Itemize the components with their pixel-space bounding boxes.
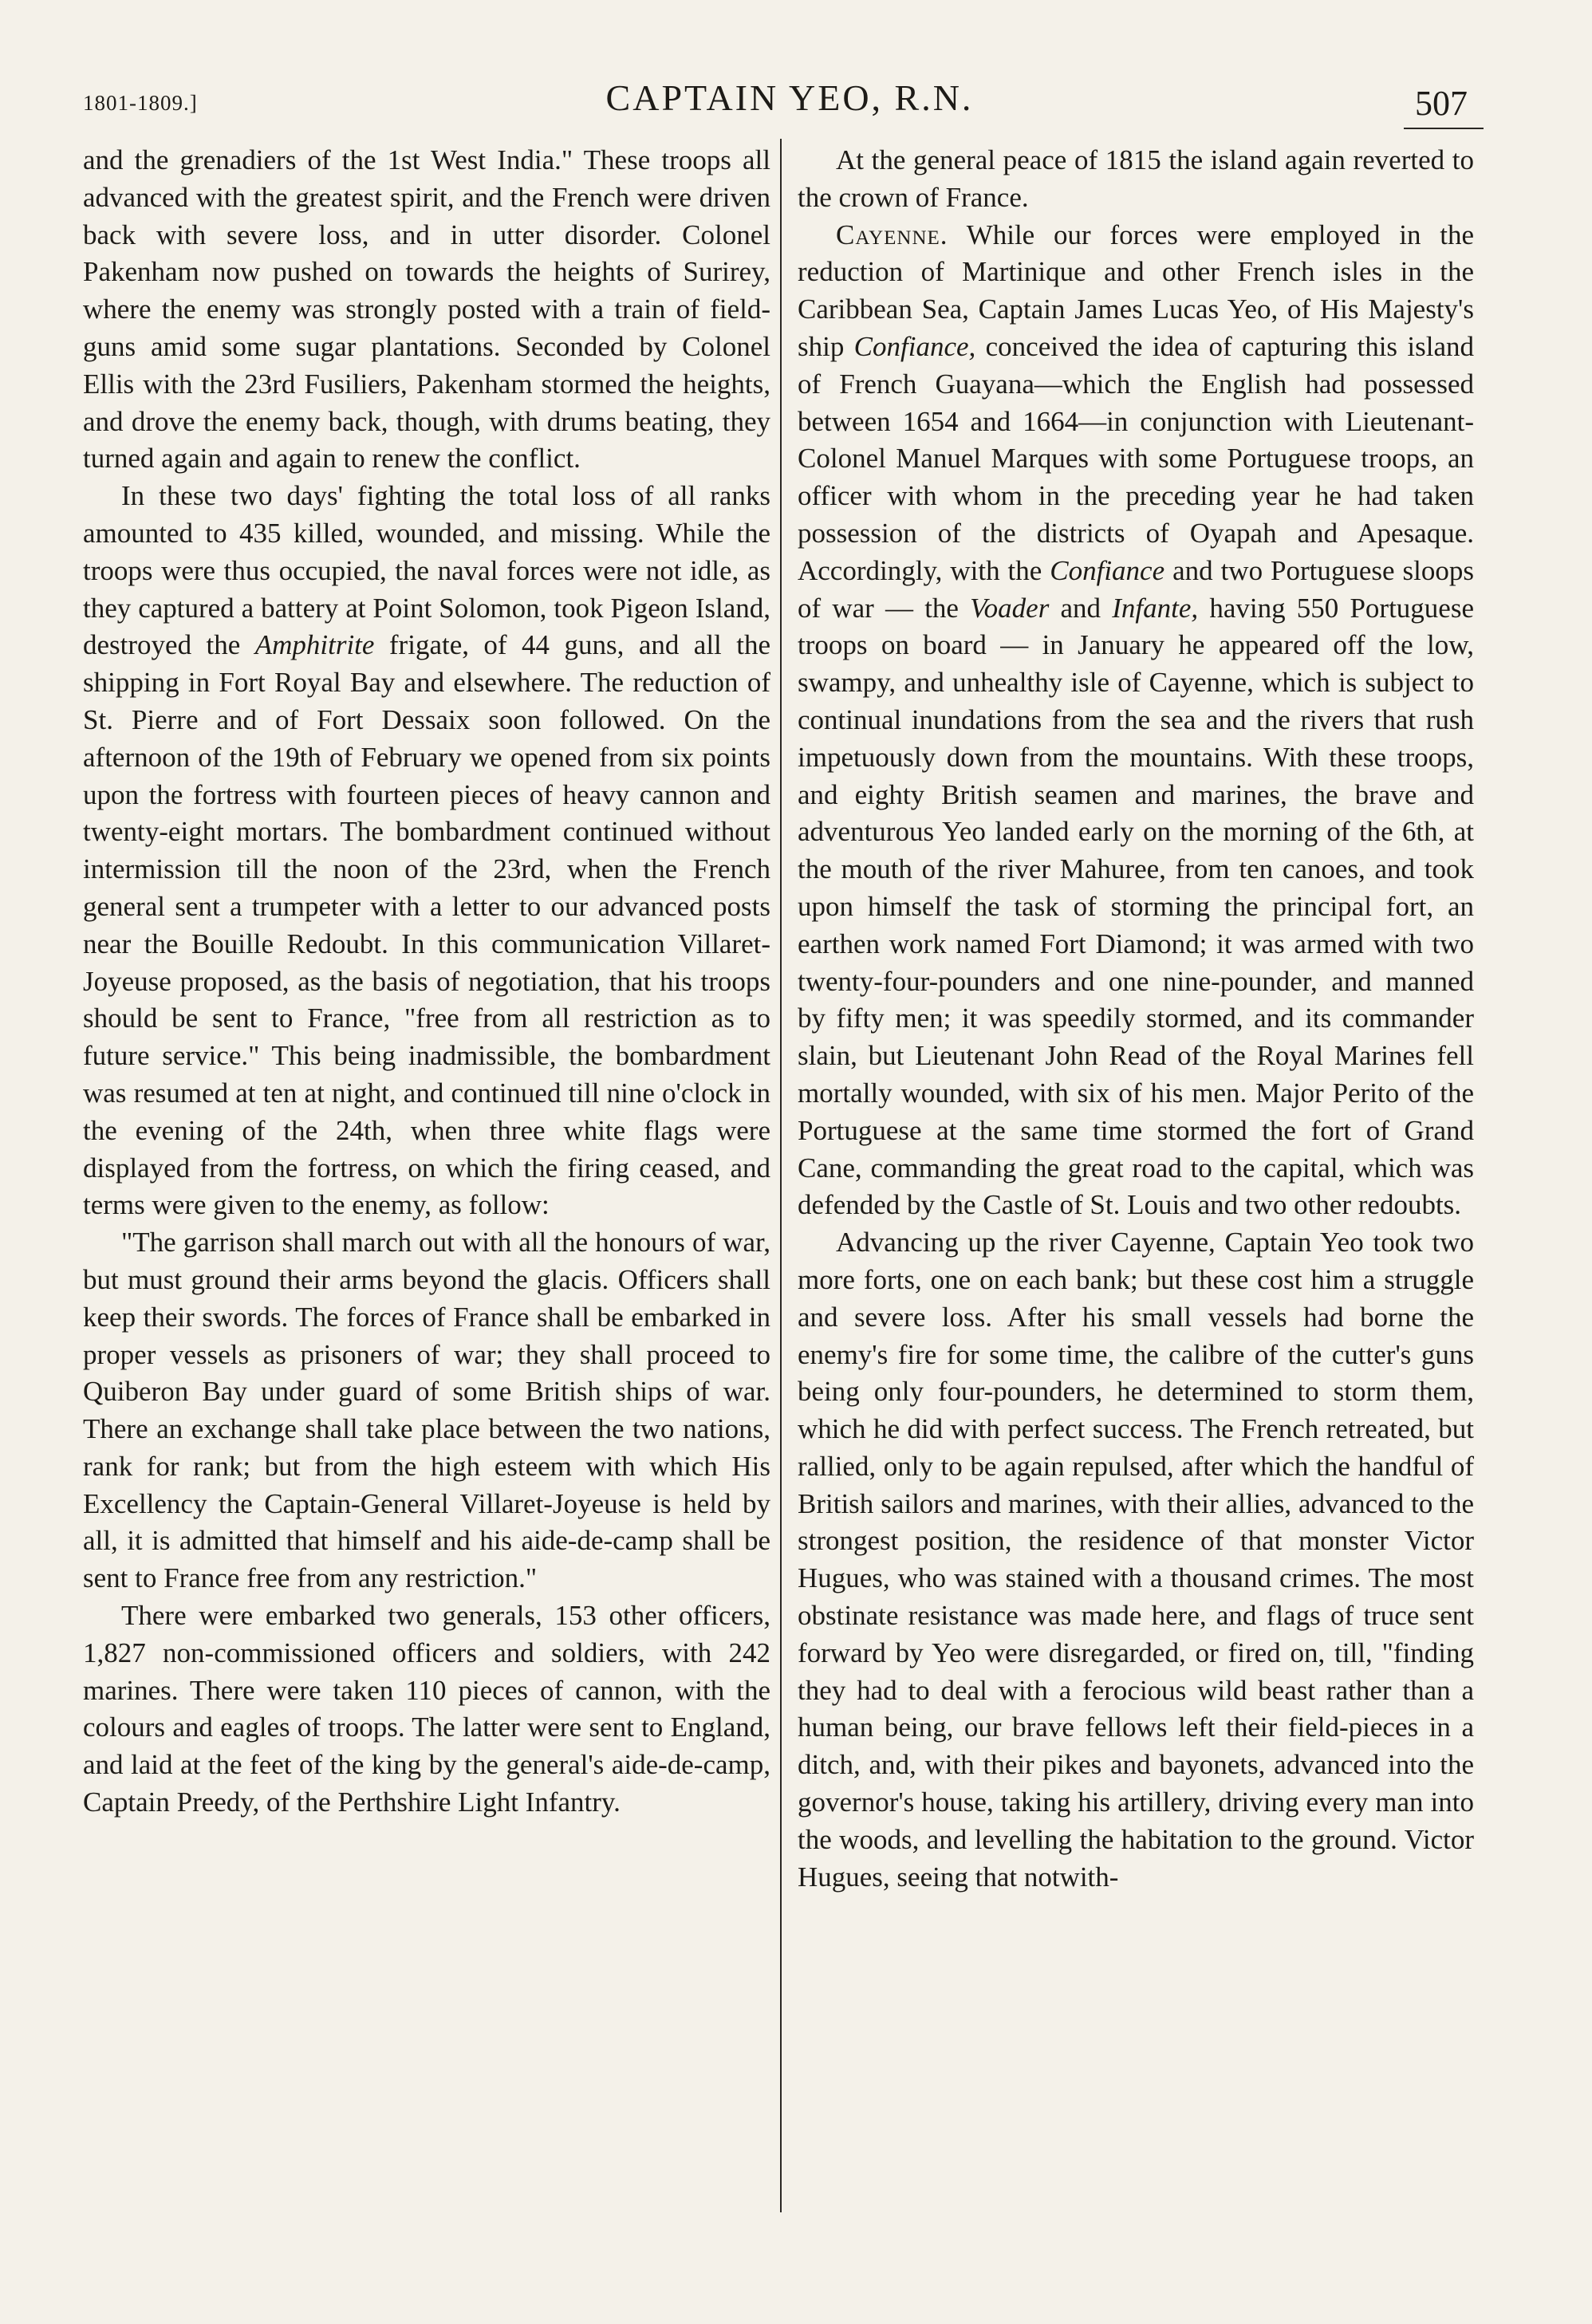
text-run: and — [1049, 592, 1113, 624]
text-run: and two Portuguese sloops of war — the — [798, 554, 1474, 624]
text-run: conceived the idea of capturing this island of French Guayana—which the English had possessed between 1654 and 1664—in conjunction with Lieutenant-Colonel Manuel Marques with some Portuguese troops, an officer with whom in the preceding year he had taken possession of the districts of Oyapah and Apesaque. Accordingly, with the — [798, 330, 1474, 586]
ship-name: Infante, — [1112, 592, 1199, 624]
right-column — [798, 142, 1474, 1896]
quoted-terms: "The garrison shall march out with all the honours of war, but must ground their arms beyond the glacis. Officers shall keep their swords. The forces of France shall be embarked in proper vessels as prisoners of war; they shall proceed to Quiberon Bay under guard of some British ships of war. There an exchange shall take place between the two nations, rank for rank; but from the high esteem with which His Excellency the Captain-General Villaret-Joyeuse is held by all, it is admitted that himself and his aide-de-camp shall be sent to France free from any restriction." — [83, 1227, 770, 1594]
text-run: While our forces were employed in the reduction of Martinique and other French isles in the Caribbean Sea, Captain James Lucas Yeo, of His Majesty's ship — [798, 219, 1474, 362]
left-column — [83, 142, 770, 1822]
text-run: In these two days' fighting the total loss of all ranks amounted to 435 killed, wounded, and missing. While the troops were thus occupied, the naval forces were not idle, as they captured a battery at Point Solomon, took Pigeon Island, destroyed the — [83, 480, 770, 661]
ship-name: Voader — [970, 592, 1050, 624]
running-head — [80, 77, 1499, 124]
ship-name: Confiance, — [853, 330, 976, 362]
ship-name: Amphitrite — [254, 629, 375, 661]
text-run: frigate, of 44 guns, and all the shipping in Fort Royal Bay and elsewhere. The reduction of St. Pierre and of Fort Dessaix soon followed. On the afternoon of the 19th of February we opened from six points upon the fortress with fourteen pieces of heavy cannon and twenty-eight mortars. The bombardment continued without intermission till the noon of the 23rd, when the French general sent a trumpeter with a letter to our advanced posts near the Bouille Redoubt. In this communication Villaret-Joyeuse proposed, as the basis of negotiation, that his troops should be sent to France, "free from all restriction as to future service." This being inadmissible, the bombardment was resumed at ten at night, and continued till nine o'clock in the evening of the 24th, when three white flags were displayed from the fortress, on which the firing ceased, and terms were given to the enemy, as follow: — [83, 629, 770, 1221]
page-number: 507 — [1415, 84, 1468, 123]
section-heading: Cayenne. — [836, 219, 948, 250]
paragraph: Advancing up the river Cayenne, Captain Yeo took two more forts, one on each bank; but these cost him a struggle and severe loss. After his small vessels had borne the enemy's fire for some time, the calibre of the cutter's guns being only four-pounders, he determined to storm them, which he did with perfect success. The French retreated, but rallied, only to be again repulsed, after which the handful of British sailors and marines, with their allies, advanced to the strongest position, the residence of that monster Victor Hugues, who was stained with a thousand crimes. The most obstinate resistance was made here, and flags of truce sent forward by Yeo were disregarded, or fired on, till, "finding they had to deal with a ferocious wild beast rather than a human being, our brave fellows left their field-pieces in a ditch, and, with their pikes and bayonets, advanced into the governor's house, taking his artillery, driving every man into the woods, and levelling the habitation to the ground. Victor Hugues, seeing that notwith- — [798, 1227, 1474, 1893]
page-title: CAPTAIN YEO, R.N. — [605, 77, 974, 118]
header-rule — [1404, 128, 1484, 129]
column-divider — [780, 139, 782, 2212]
paragraph — [798, 217, 1474, 1225]
paragraph: There were embarked two generals, 153 other officers, 1,827 non-commissioned officers and soldiers, with 242 marines. There were taken 110 pieces of cannon, with the colours and eagles of troops. The latter were sent to England, and laid at the feet of the king by the general's aide-de-camp, Captain Preedy, of the Perthshire Light Infantry. — [83, 1600, 770, 1818]
paragraph: At the general peace of 1815 the island again reverted to the crown of France. — [798, 144, 1474, 213]
paragraph — [83, 478, 770, 1224]
ship-name: Confiance — [1050, 554, 1165, 586]
text-run: having 550 Portuguese troops on board — in January he appeared off the low, swampy, and unhealthy isle of Cayenne, which is subject to continual inundations from the sea and the rivers that rush impetuously down from the mountains. With these troops, and eighty British seamen and marines, the brave and adventurous Yeo landed early on the morning of the 6th, at the mouth of the river Mahuree, from ten canoes, and took upon himself the task of storming the principal fort, an earthen work named Fort Diamond; it was armed with two twenty-four-pounders and one nine-pounder, and manned by fifty men; it was speedily stormed, and its commander slain, but Lieutenant John Read of the Royal Marines fell mortally wounded, with six of his men. Major Perito of the Portuguese at the same time stormed the fort of Grand Cane, commanding the great road to the capital, which was defended by the Castle of St. Louis and two other redoubts. — [798, 592, 1474, 1221]
date-range: 1801-1809.] — [83, 91, 198, 115]
paragraph: and the grenadiers of the 1st West India." These troops all advanced with the greatest spirit, and the French were driven back with severe loss, and in utter disorder. Colonel Pakenham now pushed on towards the heights of Surirey, where the enemy was strongly posted with a train of field-guns amid some sugar plantations. Seconded by Colonel Ellis with the 23rd Fusiliers, Pakenham stormed the heights, and drove the enemy back, though, with drums beating, they turned again and again to renew the conflict. — [83, 144, 770, 475]
